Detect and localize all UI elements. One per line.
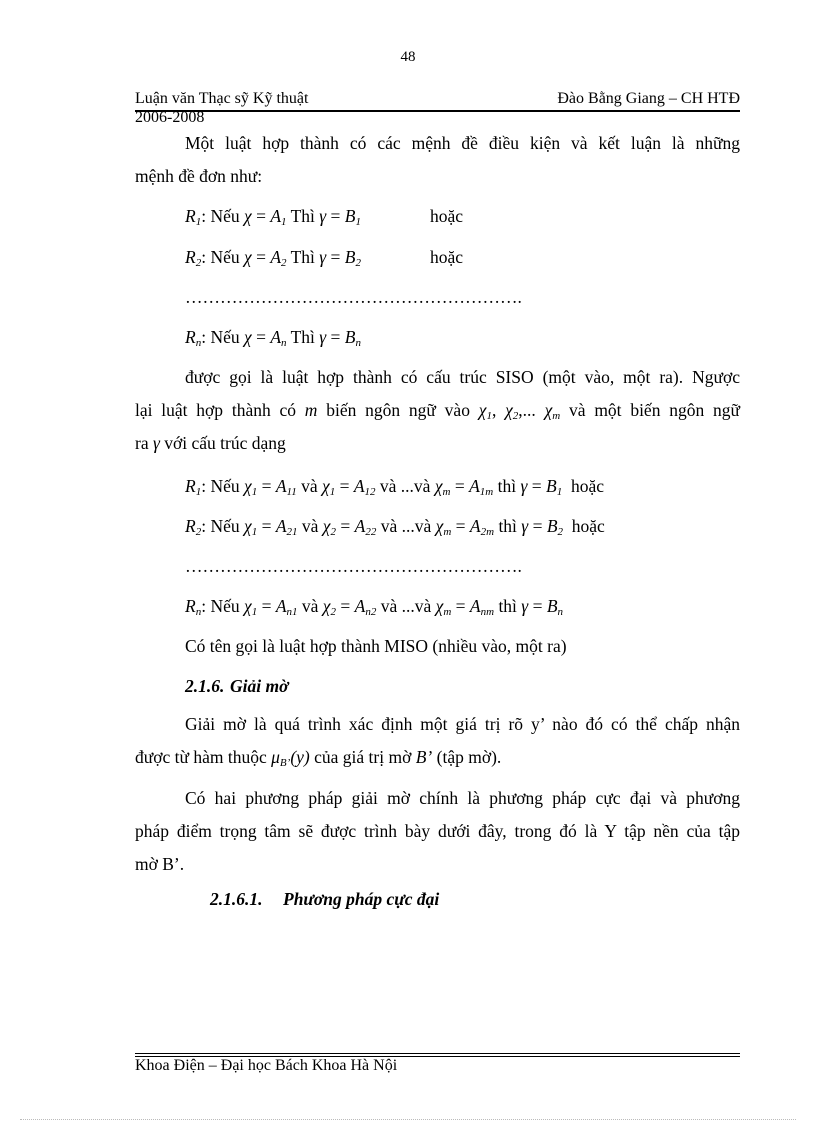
paragraph-siso-line-1: được gọi là luật hợp thành có cấu trúc SISO (một vào, một ra). Ngược	[185, 367, 740, 387]
page-number: 48	[400, 49, 416, 65]
section-title: Giải mờ	[230, 676, 289, 696]
header-thesis-title: Luận văn Thạc sỹ Kỹ thuật	[135, 90, 309, 107]
paragraph-defuzz-line-1: Giải mờ là quá trình xác định một giá trị rõ y’ nào đó có thể chấp nhận	[185, 714, 740, 734]
paragraph-intro-line-2: mệnh đề đơn như:	[135, 166, 263, 186]
footer-rule-top	[135, 1053, 740, 1054]
rule-siso-2: $R_2$: Nếu $\chi = A_2$ Thì $\gamma = B_2$	[185, 247, 361, 269]
rule-miso-n: $R_n$: Nếu $\chi_1 = A_{n1}$ và $\chi_2 = A_{n2}$ và ...và $\chi_m = A_{nm}$ thì $\gamma = B_n$	[185, 596, 564, 618]
footer-institution: Khoa Điện – Đại học Bách Khoa Hà Nội	[135, 1057, 398, 1074]
ellipsis-line-1: ………………………………………………….	[185, 287, 522, 307]
paragraph-methods-line-2: pháp điểm trọng tâm sẽ được trình bày dưới đây, trong đó là Y tập nền của tập	[135, 821, 740, 841]
header-author: Đào Bằng Giang – CH HTĐ	[557, 90, 740, 107]
paragraph-methods-line-1: Có hai phương pháp giải mờ chính là phương pháp cực đại và phương	[185, 788, 740, 808]
section-heading-2-1-6	[185, 676, 289, 697]
header-years: 2006-2008	[135, 109, 205, 126]
paragraph-methods-line-3: mờ B’.	[135, 854, 185, 874]
section-heading-2-1-6-1	[210, 889, 439, 910]
paragraph-siso-line-3: ra γ với cấu trúc dạng	[135, 433, 286, 453]
ellipsis-line-2: ………………………………………………….	[185, 556, 522, 576]
rule-miso-1: $R_1$: Nếu $\chi_1 = A_{11}$ và $\chi_1 = A_{12}$ và ...và $\chi_m = A_{1m}$ thì $\gamma = B_1$ hoặc	[185, 476, 605, 498]
rule-siso-1: $R_1$: Nếu $\chi = A_1$ Thì $\gamma = B_1$	[185, 206, 361, 228]
paragraph-defuzz-line-2: được từ hàm thuộc $\mu_{B’}(y)$ của giá trị mờ B’ (tập mờ).	[135, 747, 502, 769]
paragraph-miso-name: Có tên gọi là luật hợp thành MISO (nhiều vào, một ra)	[185, 636, 567, 656]
paragraph-siso-line-2: lại luật hợp thành có m biến ngôn ngữ vào $\chi_1$, $\chi_2$,... $\chi_m$ và một biến ngôn ngữ	[135, 400, 740, 422]
rule-siso-n: $R_n$: Nếu $\chi = A_n$ Thì $\gamma = B_n$	[185, 327, 361, 349]
header-rule	[135, 110, 740, 112]
rule-siso-1-hoac: hoặc	[430, 206, 464, 226]
page-bottom-edge	[20, 1119, 796, 1120]
rule-miso-2: $R_2$: Nếu $\chi_1 = A_{21}$ và $\chi_2 = A_{22}$ và ...và $\chi_m = A_{2m}$ thì $\gamma = B_2$ hoặc	[185, 516, 605, 538]
section-number: 2.1.6.	[185, 676, 225, 696]
subsection-title: Phương pháp cực đại	[283, 889, 440, 909]
subsection-number: 2.1.6.1.	[210, 889, 263, 909]
paragraph-intro-line-1: Một luật hợp thành có các mệnh đề điều kiện và kết luận là những	[185, 133, 740, 153]
rule-siso-2-hoac: hoặc	[430, 247, 464, 267]
